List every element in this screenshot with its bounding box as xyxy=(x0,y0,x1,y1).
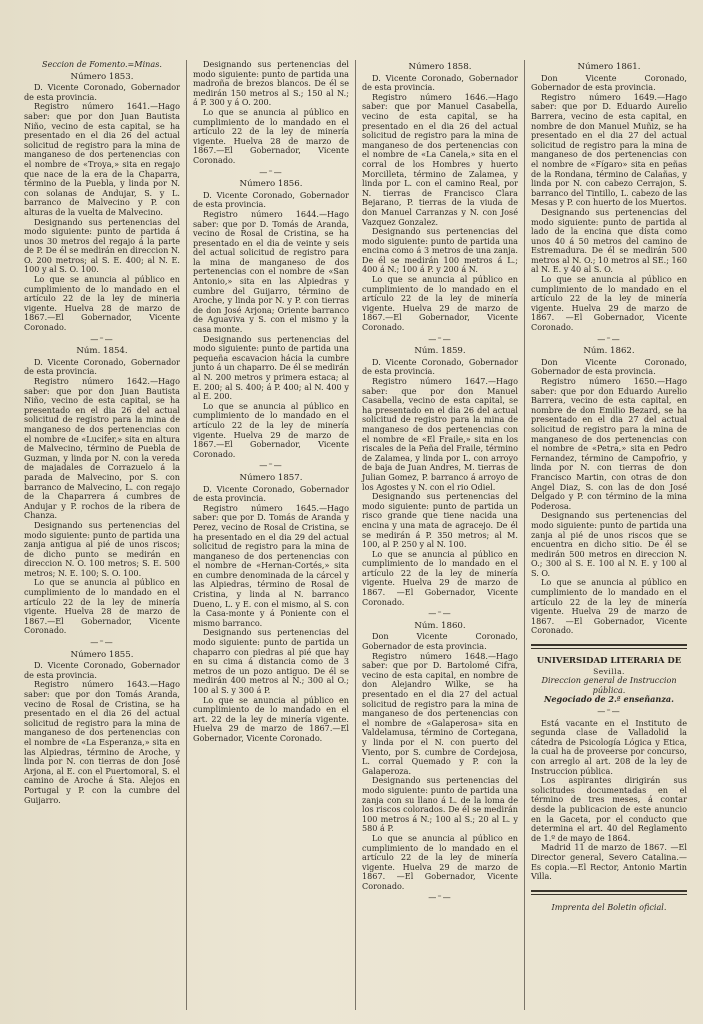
university-body: Está vacante en el Instituto de segunda clase de Valladolid la cátedra de Psicología Lógica y Etica, la cual ha de proveerse por concurso, con arreglo al art. 208 de la ley de Instruccion pública. xyxy=(531,717,687,776)
notice-body: Registro número 1643.—Hago saber: que por don Tomás Aranda, vecino de Rosal de Cristina, se ha presentado en el dia 26 del actual solicitud de registro para la mina de manganeso de dos pertenencias con el nombre de «La Esperanza,» sita en las Alpiedras, término de Aroche, y linda por N. con tierras de don José Arjona, al E. con el Puertomoral, S. el camino de Aroche á Sta. Alejos en Portugal y P. con la cumbre del Guijarro. xyxy=(24,679,180,805)
notice-design: Designando sus pertenencias del modo siguiente: punto de partida una encina como á 3 metros de una zanja. De él se medirán 100 metros á L.; 400 á N.; 100 á P. y 200 á N. xyxy=(362,226,518,275)
notice-closing: Lo que se anuncia al público en cumplimiento de lo mandado en el artículo 22 de la ley de mineria vigente. Huelva 28 de marzo de 1867.—El Gobernador, Vicente Coronado. xyxy=(24,274,180,333)
notice-body: Registro número 1641.—Hago saber: que por don Juan Bautista Niño, vecino de esta capital, se ha presentado en el dia 26 del actual solicitud de registro para la mina de manganeso de dos pertenencias con el nombre de «Troya,» sita en regajo que nace de la era de la Chaparra, término de la Puebla, y linda por N. con solanas de Andujar, S. y L. barranco de Malvecino y P. con alturas de la vuelta de Malvecino. xyxy=(24,101,180,217)
section-header: Seccion de Fomento.=Minas. xyxy=(42,60,162,69)
separator: —⁼— xyxy=(90,637,114,648)
imprenta-line: Imprenta del Boletin oficial. xyxy=(551,901,667,912)
notice-heading: Don Vicente Coronado, Gobernador de esta provincia. xyxy=(531,72,687,93)
notice-closing: Lo que se anuncia al público en cumplimiento de lo mandado en el artículo 22 de la ley de minería vigente. Huelva 29 de marzo de 1867. —El Gobernador, Vicente Coronado. xyxy=(362,548,518,607)
university-closing: Madrid 11 de marzo de 1867. —El Director general, Severo Catalina.—Es copia.—El Rector, Antonio Martin Villa. xyxy=(531,842,687,882)
notice-heading: Don Vicente Coronado, Gobernador de esta provincia. xyxy=(531,356,687,377)
notice-closing: Lo que se anuncia al público en cumplimiento de lo mandado en el artículo 22 de la ley de minería vigente. Huelva 28 de marzo de 1867.—El Gobernador, Vicente Coronado. xyxy=(24,577,180,636)
university-title: UNIVERSIDAD LITERARIA DE xyxy=(536,656,682,667)
notice-design: Designando sus pertenencias del modo siguiente: punto de partida una madroña de brezos blancos. De él se medirán 150 metros al S.; 150 al N.; á P. 300 y á O. 200. xyxy=(193,60,349,108)
column-2 xyxy=(186,60,355,1010)
separator: —⁼— xyxy=(597,706,621,716)
separator: —⁼— xyxy=(90,333,114,344)
notice-heading: D. Vicente Coronado, Gobernador de esta provincia. xyxy=(24,356,180,377)
notice-heading: D. Vicente Coronado, Gobernador de esta provincia. xyxy=(193,189,349,210)
notice-heading: D. Vicente Coronado, Gobernador de esta provincia. xyxy=(24,660,180,680)
separator: —⁼— xyxy=(597,333,621,344)
notice-closing: Lo que se anuncia al público en cumplimiento de lo mandado en el artículo 22 de la ley de minería vigente. Huelva 29 de marzo de 1867. —El Gobernador, Vicente Coronado. xyxy=(531,577,687,636)
notice-design: Designando sus pertenencias del modo siguiente: punto de partida una pequeña escavacion hácia la cumbre junto á un chaparro. De él se medirán al N. 200 metros y primera estaca; al E. 200; al S. 400; á P. 400; al N. 400 y al E. 200. xyxy=(193,333,349,402)
notice-body: Registro número 1650.—Hago saber: que por don Eduardo Aurelio Barrera, vecino de esta capital, en nombre de don Emilio Bezard, se ha presentado en el dia 27 del actual solicitud de registro para la mina de manganeso de dos pertenencias con el nombre de «Petra,» sita en Pedro Fernandez, término de Campofrio, y linda por N. con tierras de don Francisco Martin, con otras de don Angel Diaz, S. con las de don José Delgado y P. con término de la mina Poderosa. xyxy=(531,376,687,511)
notice-closing: Lo que se anuncia al público en cumplimiento de lo mandado en el artículo 22 de la ley de minería vigente. Huelva 29 de marzo de 1867.—El Gobernador, Vicente Coronado. xyxy=(193,400,349,459)
separator: —⁼— xyxy=(428,608,452,619)
notice-body: Registro número 1649.—Hago saber: que por D. Eduardo Aurelio Barrera, vecino de esta capital, en nombre de don Manuel Muñiz, se ha presentado en el dia 27 del actual solicitud de registro para la mina de manganeso de dos pertenencias con el nombre de «Fígaro» sita en peñas de la Rondana, término de Calañas, y linda por N. con cabezo Cerrajon, S. barranco del Tintillo, L. cabezo de las Mesas y P. con huerto de los Muertos. xyxy=(531,91,687,208)
notice-body: Registro número 1648.—Hago saber: que por D. Bartolomé Cifra, vecino de esta capital, en nombre de don Alejandro Wilke, se ha presentado en el dia 27 del actual solicitud de registro para la mina de manganeso de dos pertenencias con el nombre de «Galaperosa» sita en Valdelamusa, término de Cortegana, y linda por el N. con puerto del Viento, por S. cumbre de Cordejosa, L. corral Quemado y P. con la Galaperoza. xyxy=(362,650,518,776)
notice-design: Designando sus pertenencias del modo siguiente: punto de partida al lado de la encina que dista como unos 40 á 50 metros del camino de Estremadura. De él se medirán 500 metros al N. O.; 10 metros al SE.; 160 al N. E. y 40 al S. O. xyxy=(531,206,687,275)
notice-body: Registro número 1642.—Hago saber: que por don Juan Bautista Niño, vecino de esta capital, se ha presentado en el dia 26 del actual solicitud de registro para la mina de manganeso de dos pertenencias con el nombre de «Lucifer,» sita en altura de Malvecino, término de Puebla de Guzman, y linda por N. con la vereda de majadales de Corrazuelo á la parada de Malvecino, por S. con barranco de Malvecino, L. con regajo de la Chaparrera á cumbres de Andujar y P. rochos de la ribera de Chanza. xyxy=(24,376,180,521)
notice-heading: Don Vicente Coronado, Gobernador de esta provincia. xyxy=(362,631,518,652)
notice-heading: D. Vicente Coronado, Gobernador de esta provincia. xyxy=(193,483,349,504)
notice-design: Designando sus pertenencias del modo siguiente: punto de partida una zanja antigua al pié de unos riscos; de dicho punto se medirán en direccion N. O. 100 metros; S. E. 500 metros; N. E. 100; S. O. 100. xyxy=(24,519,180,578)
university-direction: Direccion general de Instruccion pública. xyxy=(541,675,677,695)
notice-number: Número 1858. xyxy=(408,62,472,72)
columns xyxy=(18,60,693,1010)
notice-design: Designando sus pertenencias del modo siguiente: punto de partida un risco grande que tiene nacida una encina y una mata de agracejo. De él se medirán á P. 350 metros; al M. 100, al P. 250 y al N. 100. xyxy=(362,491,518,550)
notice-number: Número 1857. xyxy=(239,472,303,483)
column-3 xyxy=(355,60,524,1010)
university-city: Sevilla. xyxy=(593,666,625,676)
notice-number: Núm. 1862. xyxy=(583,346,635,357)
notice-design: Designando sus pertenencias del modo siguiente: punto de partida un chaparro con piedras al pié que hay en su cima á distancia como de 3 metros de un pozo antiguo. De él se medirán 400 metros al N.; 300 al O.; 100 al S. y 300 á P. xyxy=(193,627,349,695)
notice-closing: Lo que se anuncia al público en cumplimiento de lo mandado en el artículo 22 de la ley de minería vigente. Huelva 29 de marzo de 1867. —El Gobernador, Vicente Coronado. xyxy=(362,832,518,891)
notice-number: Núm. 1859. xyxy=(414,346,466,357)
section-divider xyxy=(531,644,687,649)
notice-body: Registro número 1647.—Hago saber: que por don Manuel Casabella, vecino de esta capital, se ha presentado en el dia 26 del actual solicitud de registro para la mina de manganeso de dos pertenencias con el nombre de «El Fraile,» sita en los riscales de la Peña del Fraile, término de Zalamea, y linda por L. con arroyo de baja de Juan Andres, M. tierras de Julian Gomez, P. barranco á arroyo de los Agostes y N. con el rio Odiel. xyxy=(362,376,518,492)
separator: —⁼— xyxy=(428,333,452,344)
notice-number: Número 1855. xyxy=(70,649,134,660)
section-divider xyxy=(531,890,687,895)
notice-closing: Lo que se anuncia al público en cumplimiento de lo mandado en el art. 22 de la ley de minería vigente. Huelva 29 de marzo de 1867.—El Gobernador, Vicente Coronado. xyxy=(193,694,349,743)
university-negociado: Negociado de 2.ª enseñanza. xyxy=(544,694,674,705)
notice-closing: Lo que se anuncia al público en cumplimiento de lo mandado en el artículo 22 de la ley de minería vigente. Huelva 28 de marzo de 1867.—El Gobernador, Vicente Coronado. xyxy=(193,106,349,165)
notice-design: Designando sus pertenencias del modo siguiente: punto de partida una zanja con su llano á L. de la loma de los riscos colorados. De él se medirán 100 metros á N.; 100 al S.; 20 al L. y 580 á P. xyxy=(362,775,518,834)
notice-design: Designando sus pertenencias del modo siguiente: punto de partida una zanja al pié de unos riscos que se encuentra en dicho sitio. De él se medirán 500 metros en direccion N. O.; 300 al S. E. 100 al N. E. y 100 al S. O. xyxy=(531,510,687,578)
notice-number: Núm. 1854. xyxy=(76,346,128,357)
notice-number: Número 1856. xyxy=(239,179,303,190)
notice-heading: D. Vicente Coronado, Gobernador de esta provincia. xyxy=(24,82,180,102)
separator: —⁼— xyxy=(428,892,452,903)
university-body-2: Los aspirantes dirigirán sus solicitudes documentadas en el término de tres meses, á contar desde la publicacion de este anuncio en la Gaceta, por el conducto que determina el art. 40 del Reglamento de 1.º de mayo de 1864. xyxy=(531,775,687,843)
notice-heading: D. Vicente Coronado, Gobernador de esta provincia. xyxy=(362,72,518,93)
notice-number: Número 1853. xyxy=(70,71,134,82)
notice-heading: D. Vicente Coronado, Gobernador de esta provincia. xyxy=(362,356,518,377)
column-4 xyxy=(524,60,693,1010)
notice-body: Registro número 1645.—Hago saber: que por D. Tomás de Aranda y Perez, vecino de Rosal de Cristina, se ha presentado en el dia 29 del actual solicitud de registro para la mina de manganeso de dos pertenencias con el nombre de «Hernan-Cortés,» sita en cumbre denominada de la cárcel y las Alpiedras, término de Rosal de Cristina, y linda al N. barranco Dueno, L. y E. con el mismo, al S. con la Casa-monte y á Poniente con el mismo barranco. xyxy=(193,502,349,628)
column-1 xyxy=(18,60,186,1010)
notice-closing: Lo que se anuncia al público en cumplimiento de lo mandado en el artículo 22 de la ley de minería vigente. Huelva 29 de marzo de 1867.—El Gobernador, Vicente Coronado. xyxy=(362,274,518,333)
separator: —⁼— xyxy=(259,166,283,177)
notice-body: Registro número 1644.—Hago saber: que por D. Tomás de Aranda, vecino de Rosal de Cristina, se ha presentado en el dia de veinte y seis del actual solicitud de registro para la mina de manganeso de dos pertenencias con el nombre de «San Antonio,» sita en las Alpiedras y cumbre del Guijarro, término de Aroche, y linda por N. y P. con tierras de don José Arjona; Oriente barranco de Aguaviva y S. con el mismo y la casa monte. xyxy=(193,208,349,335)
notice-design: Designando sus pertenencias del modo siguiente: punto de partida á unos 30 metros del regajo á la parte de P. De él se medirán en direccion N. O. 200 metros; al S. E. 400; al N. E. 100 y al S. O. 100. xyxy=(24,216,180,275)
separator: —⁼— xyxy=(259,460,283,471)
notice-number: Número 1861. xyxy=(577,62,641,72)
notice-number: Núm. 1860. xyxy=(414,620,466,631)
notice-closing: Lo que se anuncia al público en cumplimiento de lo mandado en el artículo 22 de la ley de minería vigente. Huelva 29 de marzo de 1867. —El Gobernador, Vicente Coronado. xyxy=(531,274,687,333)
notice-body: Registro número 1646.—Hago saber: que por Manuel Casabella, vecino de esta capital, se ha presentado en el dia 26 del actual solicitud de registro para la mina de manganeso de dos pertenencias con el nombre de «La Canela,» sita en el corral de los Hombres y huerto Morcilleta, término de Zalamea, y linda por L. con el camino Real, por N. tierras de Francisco Clara Bejarano, P. tierras de la viuda de don Manuel Carranzas y N. con José Vazquez Gonzalez. xyxy=(362,91,518,227)
